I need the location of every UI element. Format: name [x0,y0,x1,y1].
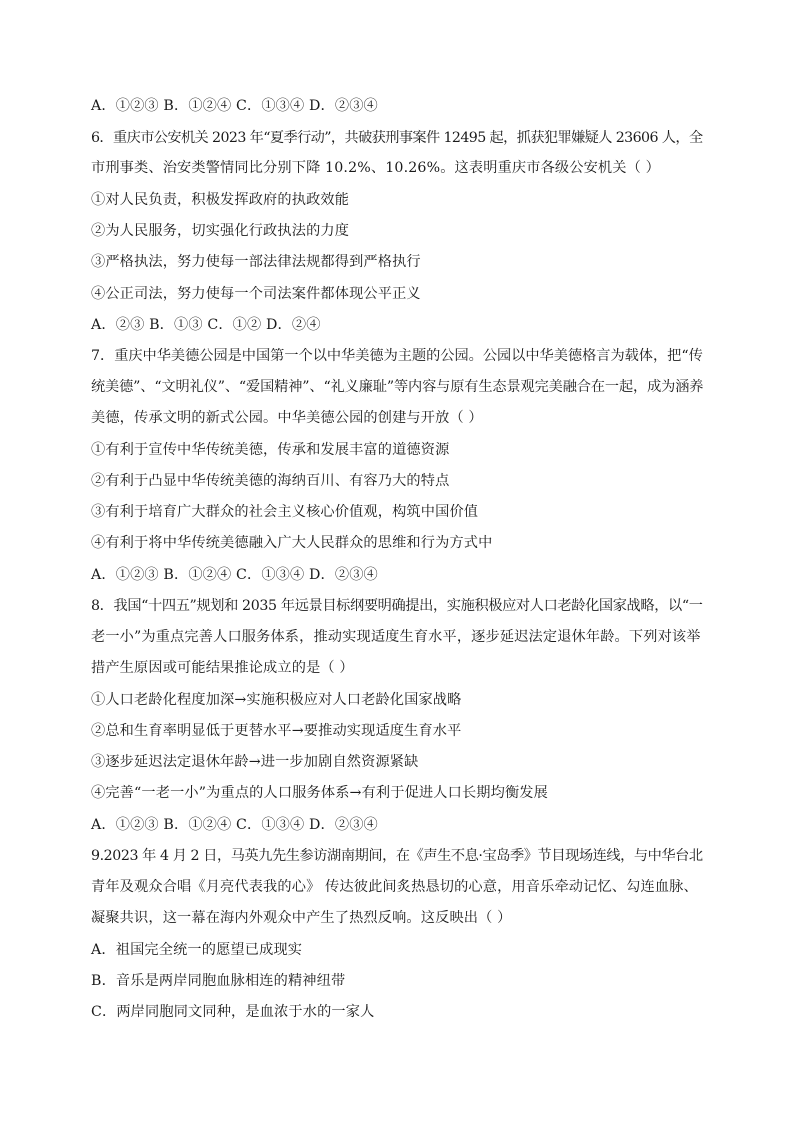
text-line: 8．我国“十四五”规划和 2035 年远景目标纲要明确提出，实施积极应对人口老龄化国家战略，以“一 [91,598,703,614]
text-line: ③有利于培育广大群众的社会主义核心价值观，构筑中国价值 [91,504,479,520]
text-line: A．①②③ B．①②④ C．①③④ D．②③④ [91,567,378,583]
text-line: ①有利于宣传中华传统美德，传承和发展丰富的道德资源 [91,442,450,458]
text-line: ②有利于凸显中华传统美德的海纳百川、有容乃大的特点 [91,473,450,489]
text-line: 美德，传承文明的新式公园。中华美德公园的创建与开放（ ） [91,410,483,426]
text-line: 措产生原因或可能结果推论成立的是（ ） [91,660,354,676]
text-line: ②总和生育率明显低于更替水平→要推动实现适度生育水平 [91,723,462,739]
text-line: ③逐步延迟法定退休年龄→进一步加剧自然资源紧缺 [91,754,419,770]
text-line: 9.2023 年 4 月 2 日，马英九先生参访湖南期间，在《声生不息·宝岛季》节目现场连线，与中华台北 [91,848,703,864]
text-line: C．两岸同胞同文同种，是血浓于水的一家人 [91,1004,375,1020]
text-line: ①对人民负责，积极发挥政府的执政效能 [91,192,350,208]
text-line: 老一小”为重点完善人口服务体系，推动实现适度生育水平，逐步延迟法定退休年龄。下列对该举 [91,629,701,645]
text-line: 7．重庆中华美德公园是中国第一个以中华美德为主题的公园。公园以中华美德格言为载体，把“传 [91,348,703,364]
text-line: ④公正司法，努力使每一个司法案件都体现公平正义 [91,286,421,302]
text-line: 凝聚共识，这一幕在海内外观众中产生了热烈反响。这反映出（ ） [91,910,512,926]
text-line: 青年及观众合唱《月亮代表我的心》 传达彼此间炙热恳切的心意，用音乐牵动记忆、勾连血脉、 [91,879,698,895]
text-line: ③严格执法，努力使每一部法律法规都得到严格执行 [91,254,421,270]
text-line: ②为人民服务，切实强化行政执法的力度 [91,223,350,239]
text-line: A．①②③ B．①②④ C．①③④ D．②③④ [91,817,378,833]
text-line: A．①②③ B．①②④ C．①③④ D．②③④ [91,98,378,114]
text-line: ④完善“一老一小”为重点的人口服务体系→有利于促进人口长期均衡发展 [91,785,548,801]
text-line: ①人口老龄化程度加深→实施积极应对人口老龄化国家战略 [91,692,462,708]
text-line: A．祖国完全统一的愿望已成现实 [91,942,303,958]
text-line: A．②③ B．①③ C．①② D．②④ [91,317,321,333]
text-line: 统美德”、“文明礼仪”、“爱国精神”、“礼义廉耻”等内容与原有生态景观完美融合在一起，成为涵养 [91,379,704,395]
text-line: B．音乐是两岸同胞血脉相连的精神纽带 [91,973,346,989]
text-line: ④有利于将中华传统美德融入广大人民群众的思维和行为方式中 [91,535,493,551]
text-line: 市刑事类、治安类警情同比分别下降 10.2%、10.26%。这表明重庆市各级公安机关（ ） [91,160,660,176]
text-line: 6．重庆市公安机关 2023 年“夏季行动”，共破获刑事案件 12495 起，抓获犯罪嫌疑人 23606 人，全 [91,130,703,146]
